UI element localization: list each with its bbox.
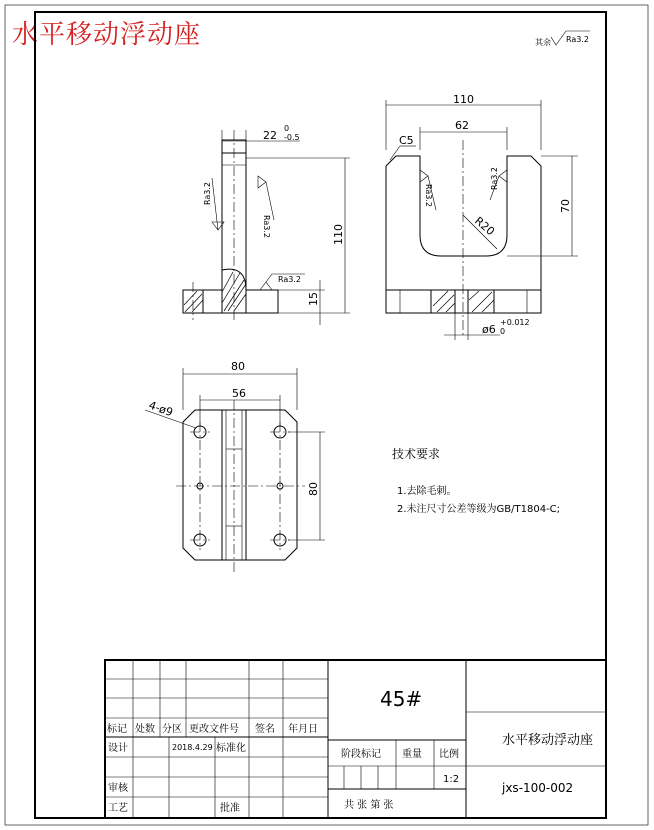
dim-thickness-tol-top: 0: [284, 124, 290, 133]
tb-design-label: 设计: [108, 743, 128, 754]
front-roughness-2: Ra3.2: [490, 166, 499, 190]
tb-design-date: 2018.4.29: [172, 743, 213, 752]
tech-item-1: 1.去除毛刺。: [397, 486, 457, 497]
title-block: [105, 660, 606, 818]
tb-process-label: 工艺: [108, 803, 128, 814]
tech-heading: 技术要求: [392, 447, 441, 461]
tb-part-name: 水平移动浮动座: [502, 733, 594, 748]
dim-pin-tol-top: +0.012: [500, 318, 530, 327]
tb-label-sign: 签名: [255, 724, 275, 735]
top-view: [145, 360, 325, 575]
dim-thickness-tol-bottom: -0.5: [284, 133, 300, 142]
tb-label-mark: 标记: [107, 724, 127, 735]
tb-standardize-label: 标准化: [216, 743, 246, 754]
tb-material: 45#: [380, 687, 423, 711]
dim-slot-depth: 70: [559, 199, 572, 213]
tb-stage-label: 阶段标记: [341, 749, 381, 760]
tb-approve-label: 批准: [220, 803, 240, 814]
dim-top-width: 80: [231, 360, 245, 373]
tb-label-date: 年月日: [288, 724, 318, 735]
surface-note-prefix: 其余: [535, 38, 551, 47]
front-roughness-1: Ra3.2: [424, 184, 433, 208]
side-view-outline: [183, 140, 246, 313]
surface-note-value: Ra3.2: [566, 35, 590, 44]
front-view: [386, 93, 578, 340]
side-view: [183, 124, 350, 325]
roughness-symbol-icon: [258, 176, 274, 220]
side-roughness-3: Ra3.2: [278, 275, 302, 284]
dim-base: 15: [307, 292, 320, 306]
dim-chamfer: C5: [399, 134, 414, 147]
tech-item-2: 2.未注尺寸公差等级为GB/T1804-C;: [397, 504, 561, 515]
tb-drawing-no: jxs-100-002: [502, 781, 574, 795]
tb-label-change-doc: 更改文件号: [189, 724, 239, 735]
drawing-title-overlay: 水平移动浮动座: [12, 20, 202, 50]
outer-frame: [5, 5, 648, 825]
dim-holes: 4-ø9: [146, 398, 175, 420]
tb-scale: 1:2: [443, 774, 460, 785]
tb-ratio-label: 比例: [439, 749, 459, 760]
dim-thickness: 22: [263, 129, 277, 142]
front-view-outline: [386, 156, 541, 313]
tech-requirements: [392, 446, 560, 515]
inner-frame: [35, 12, 606, 818]
side-roughness-1: Ra3.2: [203, 181, 212, 205]
tb-label-count: 处数: [135, 724, 155, 735]
dim-pin-tol-bottom: 0: [500, 327, 506, 336]
tb-review-label: 审核: [108, 783, 128, 794]
dim-slot: 62: [455, 119, 469, 132]
tb-label-zone: 分区: [162, 724, 182, 735]
side-roughness-2: Ra3.2: [262, 215, 271, 239]
dim-width: 110: [453, 93, 474, 106]
dim-top-height: 80: [307, 482, 320, 496]
dim-pin: ø6: [482, 323, 496, 336]
tb-sheet: 共 张 第 张: [344, 800, 394, 811]
dim-radius: R20: [472, 214, 498, 239]
tb-weight-label: 重量: [402, 749, 422, 760]
dim-top-inner: 56: [232, 387, 246, 400]
dim-height: 110: [332, 224, 345, 245]
surface-note: [535, 31, 590, 47]
